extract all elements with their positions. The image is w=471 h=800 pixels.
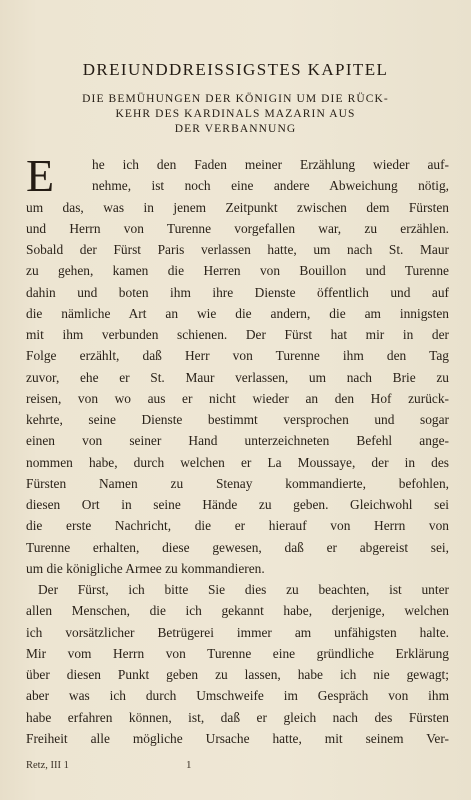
signature-mark: Retz, III 1 xyxy=(26,760,69,771)
text-line: reisen, von wo aus er nicht wieder an den Hof zurück- xyxy=(26,390,449,406)
text-line: he ich den Faden meiner Erzählung wieder auf- xyxy=(92,157,449,172)
chapter-subtitle xyxy=(22,92,449,137)
text-line: habe erfahren können, ist, daß er gleich nach des Fürsten xyxy=(26,709,449,725)
text-line: nommen habe, durch welchen er La Moussaye, der in des xyxy=(26,454,449,470)
text-line: Folge erzählt, daß Herr von Turenne ihm den Tag xyxy=(26,348,449,364)
subtitle-line: DER VERBANNUNG xyxy=(174,123,297,135)
text-line: Fürsten Namen zu Stenay kommandierte, befohlen, xyxy=(26,475,449,491)
text-line: aber was ich durch Umschweife im Gespräch von ihm xyxy=(26,688,449,704)
text-line: allen Menschen, die ich gekannt habe, derjenige, welchen xyxy=(26,603,449,619)
text-line: zu gehen, kamen die Herren von Bouillon und Turenne xyxy=(26,263,449,279)
page-number: 1 xyxy=(186,759,192,771)
text-line: dahin und boten ihm ihre Dienste öffentlich und auf xyxy=(26,284,449,300)
text-line: diesen Ort in seine Hände zu geben. Gleichwohl sei xyxy=(26,497,449,512)
text-line: Sobald der Fürst Paris verlassen hatte, um nach St. Maur xyxy=(26,242,449,257)
chapter-body xyxy=(26,150,449,749)
text-line: mit ihm verbunden schienen. Der Fürst hat mir in der xyxy=(26,327,449,342)
text-line: kehrte, seine Dienste bestimmt versprochen und sogar xyxy=(26,412,449,427)
text-line: nehme, ist noch eine andere Abweichung nötig, xyxy=(92,178,449,194)
subtitle-line: KEHR DES KARDINALS MAZARIN AUS xyxy=(115,108,356,120)
text-line: ich vorsätzlicher Betrügerei immer am unfähigsten halte. xyxy=(26,624,449,640)
subtitle-line: DIE BEMÜHUNGEN DER KÖNIGIN UM DIE RÜCK- xyxy=(82,93,389,105)
text-line: einen von seiner Hand unterzeichneten Befehl ange- xyxy=(26,433,449,449)
text-line: die erste Nachricht, die er hierauf von Herrn von xyxy=(26,518,449,534)
text-line: Turenne erhalten, diese gewesen, daß er abgereist sei, xyxy=(26,539,449,555)
text-line: über diesen Punkt geben zu lassen, habe ich nie gewagt; xyxy=(26,667,449,682)
chapter-title: DREIUNDDREISSIGSTES KAPITEL xyxy=(82,60,389,79)
text-line: und Herrn von Turenne vorgefallen war, zu erzählen. xyxy=(26,220,449,236)
text-line: Freiheit alle mögliche Ursache hatte, mit seinem Ver- xyxy=(26,730,449,746)
drop-cap: E xyxy=(26,150,55,201)
text-line: um die königliche Armee zu kommandieren. xyxy=(26,560,265,576)
text-line: die nämliche Art an wie die andern, die am innigsten xyxy=(26,305,449,321)
text-line: um das, was in jenem Zeitpunkt zwischen dem Fürsten xyxy=(26,199,449,215)
text-line: zuvor, ehe er St. Maur verlassen, um nach Brie zu xyxy=(26,369,449,385)
text-line: Mir vom Herrn von Turenne eine gründliche Erklärung xyxy=(26,645,449,661)
text-line: Der Fürst, ich bitte Sie dies zu beachten, ist unter xyxy=(38,582,449,597)
